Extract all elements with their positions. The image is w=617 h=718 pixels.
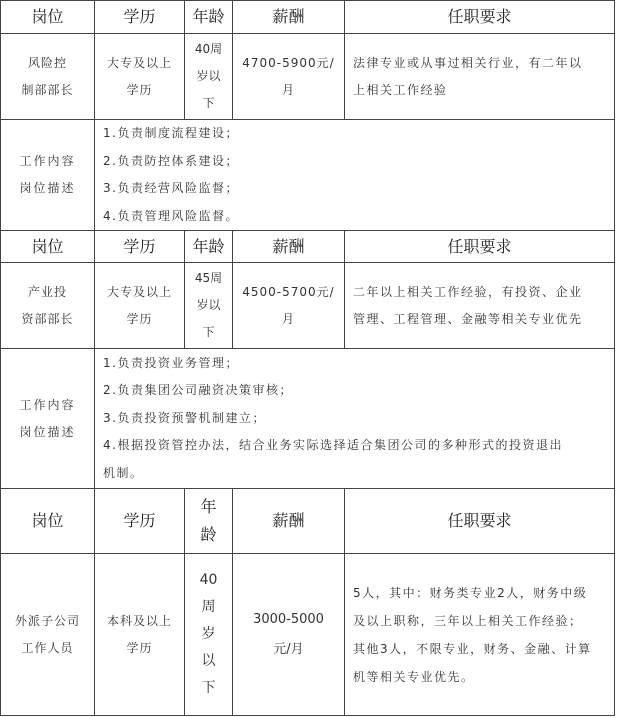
header-salary: 薪酬 [233, 489, 345, 554]
duty-label: 工作内容 岗位描述 [1, 349, 95, 489]
job-row [1, 34, 615, 120]
duty-row [1, 349, 615, 489]
header-requirements: 任职要求 [345, 489, 615, 554]
header-education: 学历 [95, 231, 185, 263]
duty-item: 机制。 [103, 465, 144, 480]
header-age: 年龄 [185, 1, 233, 34]
header-requirements: 任职要求 [345, 1, 615, 34]
header-position: 岗位 [1, 1, 95, 34]
duty-item: 4.负责管理风险监督。 [103, 208, 239, 223]
duty-item: 2.负责集团公司融资决策审核； [103, 383, 293, 398]
job-education: 本科及以上 学历 [95, 554, 185, 716]
job-requirements: 法律专业或从事过相关行业，有二年以 上相关工作经验 [345, 34, 615, 120]
header-education: 学历 [95, 489, 185, 554]
duty-item: 1.负责投资业务管理； [103, 355, 239, 370]
job-education: 大专及以上 学历 [95, 263, 185, 349]
job-age: 45周 岁以 下 [185, 263, 233, 349]
job-position: 产业投 资部部长 [1, 263, 95, 349]
job-row [1, 554, 615, 716]
header-row [1, 231, 615, 263]
job-salary: 4700-5900元/ 月 [233, 34, 345, 120]
header-salary: 薪酬 [233, 1, 345, 34]
header-education: 学历 [95, 1, 185, 34]
header-position: 岗位 [1, 489, 95, 554]
duty-label: 工作内容 岗位描述 [1, 120, 95, 231]
duty-item: 1.负责制度流程建设； [103, 126, 239, 140]
duty-list [95, 349, 615, 489]
job-salary: 4500-5700元/月 [233, 263, 345, 349]
job-salary: 3000-5000 元/月 [233, 554, 345, 716]
header-requirements: 任职要求 [345, 231, 615, 263]
header-age: 年 龄 [185, 489, 233, 554]
header-age: 年龄 [185, 231, 233, 263]
job-requirements: 二年以上相关工作经验，有投资、企业 管理、工程管理、金融等相关专业优先 [345, 263, 615, 349]
job-position: 风险控 制部部长 [1, 34, 95, 120]
job-row [1, 263, 615, 349]
duty-row [1, 120, 615, 231]
job-age: 40周 岁以 下 [185, 34, 233, 120]
header-row [1, 489, 615, 554]
job-education: 大专及以上 学历 [95, 34, 185, 120]
duty-item: 2.负责防控体系建设； [103, 153, 239, 168]
header-row [1, 1, 615, 34]
job-position: 外派子公司 工作人员 [1, 554, 95, 716]
duty-item: 4.根据投资管控办法，结合业务实际选择适合集团公司的多种形式的投资退出 [103, 438, 563, 453]
duty-item: 3.负责投资预警机制建立； [103, 410, 266, 425]
header-position: 岗位 [1, 231, 95, 263]
duty-list [95, 120, 615, 231]
header-salary: 薪酬 [233, 231, 345, 263]
duty-item: 3.负责经营风险监督； [103, 181, 239, 195]
job-age: 40 周 岁 以 下 [185, 554, 233, 716]
job-requirements: 5人，其中：财务类专业2人，财务中级 及以上职称，三年以上相关工作经验； 其他3人，不限专业，财务、金融、计算 机等相关专业优先。 [345, 554, 615, 716]
